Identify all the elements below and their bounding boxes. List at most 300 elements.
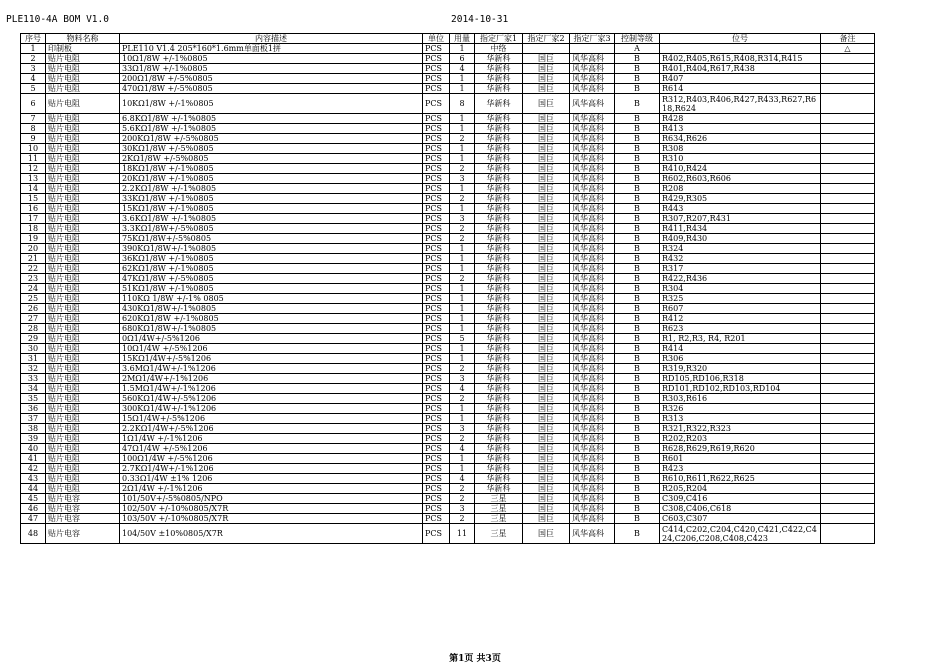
row-desc: 470Ω1/8W +/-5%0805 (120, 84, 423, 94)
row-maker2: 国巨 (523, 204, 570, 214)
table-row (21, 394, 875, 404)
col-header-level: 控制等级 (615, 34, 660, 44)
row-no: 34 (21, 384, 46, 394)
row-name: 贴片电阻 (46, 164, 120, 174)
row-maker1: 华新科 (475, 394, 523, 404)
row-no: 30 (21, 344, 46, 354)
row-maker2: 国巨 (523, 294, 570, 304)
row-ref: R411,R434 (660, 224, 821, 234)
row-ref: R312,R403,R406,R427,R433,R627,R618,R624 (660, 94, 821, 114)
row-maker1: 华新科 (475, 174, 523, 184)
row-no: 47 (21, 514, 46, 524)
row-desc: 33Ω1/8W +/-1%0805 (120, 64, 423, 74)
row-ref: R205,R204 (660, 484, 821, 494)
row-level: B (615, 314, 660, 324)
row-maker1: 华新科 (475, 204, 523, 214)
row-ref: C603,C307 (660, 514, 821, 524)
row-note (821, 114, 875, 124)
row-level: B (615, 514, 660, 524)
row-maker3: 风华高科 (570, 94, 615, 114)
row-unit: PCS (423, 124, 450, 134)
row-maker2: 国巨 (523, 284, 570, 294)
row-no: 26 (21, 304, 46, 314)
row-no: 8 (21, 124, 46, 134)
row-note (821, 374, 875, 384)
row-maker2: 国巨 (523, 334, 570, 344)
row-unit: PCS (423, 364, 450, 374)
table-row (21, 154, 875, 164)
row-qty: 2 (450, 514, 475, 524)
table-row (21, 264, 875, 274)
bom-table-body (21, 44, 875, 544)
row-name: 贴片电阻 (46, 124, 120, 134)
row-level: B (615, 304, 660, 314)
row-name: 贴片电阻 (46, 174, 120, 184)
row-desc: 33KΩ1/8W +/-1%0805 (120, 194, 423, 204)
row-maker2: 国巨 (523, 394, 570, 404)
row-ref: R607 (660, 304, 821, 314)
row-level: B (615, 74, 660, 84)
row-no: 11 (21, 154, 46, 164)
table-row (21, 114, 875, 124)
row-maker1: 华新科 (475, 284, 523, 294)
row-qty: 2 (450, 224, 475, 234)
row-level: B (615, 114, 660, 124)
row-note (821, 124, 875, 134)
row-note (821, 514, 875, 524)
row-ref: R202,R203 (660, 434, 821, 444)
row-no: 2 (21, 54, 46, 64)
row-qty: 1 (450, 344, 475, 354)
row-unit: PCS (423, 494, 450, 504)
row-note (821, 334, 875, 344)
row-maker2 (523, 44, 570, 54)
row-name: 贴片电阻 (46, 414, 120, 424)
row-ref: R324 (660, 244, 821, 254)
row-maker1: 华新科 (475, 424, 523, 434)
row-note (821, 154, 875, 164)
row-no: 33 (21, 374, 46, 384)
row-desc: 200KΩ1/8W +/-5%0805 (120, 134, 423, 144)
row-name: 贴片电阻 (46, 64, 120, 74)
row-maker3: 风华高科 (570, 434, 615, 444)
row-maker1: 华新科 (475, 274, 523, 284)
row-ref: R402,R405,R615,R408,R314,R415 (660, 54, 821, 64)
row-unit: PCS (423, 114, 450, 124)
row-qty: 2 (450, 434, 475, 444)
row-no: 10 (21, 144, 46, 154)
row-maker3: 风华高科 (570, 354, 615, 364)
row-maker3: 风华高科 (570, 344, 615, 354)
row-level: B (615, 214, 660, 224)
row-ref: R428 (660, 114, 821, 124)
row-maker1: 中络 (475, 44, 523, 54)
row-no: 27 (21, 314, 46, 324)
row-unit: PCS (423, 94, 450, 114)
table-row (21, 214, 875, 224)
row-maker2: 国巨 (523, 354, 570, 364)
row-qty: 1 (450, 404, 475, 414)
row-note (821, 174, 875, 184)
row-name: 贴片电阻 (46, 314, 120, 324)
row-unit: PCS (423, 404, 450, 414)
row-maker1: 华新科 (475, 374, 523, 384)
row-desc: 0.33Ω1/4W ±1% 1206 (120, 474, 423, 484)
row-ref: R409,R430 (660, 234, 821, 244)
row-level: B (615, 194, 660, 204)
row-level: B (615, 134, 660, 144)
row-name: 贴片电阻 (46, 234, 120, 244)
row-maker3: 风华高科 (570, 124, 615, 134)
row-unit: PCS (423, 244, 450, 254)
row-maker1: 三星 (475, 494, 523, 504)
row-ref: R1, R2,R3, R4, R201 (660, 334, 821, 344)
row-maker2: 国巨 (523, 74, 570, 84)
row-unit: PCS (423, 84, 450, 94)
row-maker1: 三星 (475, 514, 523, 524)
row-level: B (615, 444, 660, 454)
row-name: 贴片电阻 (46, 284, 120, 294)
row-name: 贴片电阻 (46, 294, 120, 304)
row-name: 贴片电阻 (46, 74, 120, 84)
row-maker3: 风华高科 (570, 364, 615, 374)
row-desc: 36KΩ1/8W +/-1%0805 (120, 254, 423, 264)
row-unit: PCS (423, 184, 450, 194)
row-note (821, 524, 875, 544)
row-qty: 2 (450, 274, 475, 284)
row-note (821, 64, 875, 74)
row-maker1: 华新科 (475, 144, 523, 154)
row-level: B (615, 254, 660, 264)
row-qty: 4 (450, 64, 475, 74)
row-level: B (615, 394, 660, 404)
row-note (821, 394, 875, 404)
row-maker1: 华新科 (475, 134, 523, 144)
row-level: B (615, 264, 660, 274)
row-ref: R325 (660, 294, 821, 304)
row-note (821, 204, 875, 214)
row-name: 贴片电阻 (46, 194, 120, 204)
row-maker1: 华新科 (475, 154, 523, 164)
row-ref: RD105,RD106,R318 (660, 374, 821, 384)
row-name: 贴片电阻 (46, 454, 120, 464)
row-name: 贴片电阻 (46, 484, 120, 494)
table-row (21, 354, 875, 364)
row-unit: PCS (423, 344, 450, 354)
row-note (821, 134, 875, 144)
row-unit: PCS (423, 274, 450, 284)
row-unit: PCS (423, 354, 450, 364)
bom-table (20, 33, 875, 544)
table-row (21, 164, 875, 174)
table-row (21, 434, 875, 444)
row-maker1: 华新科 (475, 124, 523, 134)
row-name: 贴片电阻 (46, 214, 120, 224)
row-no: 48 (21, 524, 46, 544)
row-unit: PCS (423, 414, 450, 424)
row-unit: PCS (423, 194, 450, 204)
row-name: 贴片电阻 (46, 84, 120, 94)
row-name: 贴片电容 (46, 514, 120, 524)
row-unit: PCS (423, 384, 450, 394)
row-ref: R422,R436 (660, 274, 821, 284)
row-unit: PCS (423, 54, 450, 64)
col-header-note: 备注 (821, 34, 875, 44)
table-row (21, 304, 875, 314)
row-maker2: 国巨 (523, 484, 570, 494)
row-maker3: 风华高科 (570, 444, 615, 454)
row-maker1: 华新科 (475, 314, 523, 324)
row-desc: 10Ω1/4W +/-5%1206 (120, 344, 423, 354)
row-qty: 11 (450, 524, 475, 544)
row-maker3: 风华高科 (570, 324, 615, 334)
row-no: 37 (21, 414, 46, 424)
row-maker3: 风华高科 (570, 194, 615, 204)
row-no: 16 (21, 204, 46, 214)
table-row (21, 514, 875, 524)
row-ref: RD101,RD102,RD103,RD104 (660, 384, 821, 394)
row-note (821, 484, 875, 494)
row-qty: 2 (450, 164, 475, 174)
row-note (821, 54, 875, 64)
row-unit: PCS (423, 324, 450, 334)
row-name: 贴片电阻 (46, 404, 120, 414)
row-maker2: 国巨 (523, 164, 570, 174)
row-maker3: 风华高科 (570, 484, 615, 494)
row-maker2: 国巨 (523, 124, 570, 134)
row-maker1: 华新科 (475, 254, 523, 264)
row-maker1: 华新科 (475, 484, 523, 494)
row-desc: 47KΩ1/8W +/-5%0805 (120, 274, 423, 284)
row-name: 贴片电阻 (46, 264, 120, 274)
row-desc: 0Ω1/4W+/-5%1206 (120, 334, 423, 344)
row-maker2: 国巨 (523, 274, 570, 284)
row-unit: PCS (423, 284, 450, 294)
row-qty: 1 (450, 264, 475, 274)
row-qty: 5 (450, 334, 475, 344)
row-maker1: 华新科 (475, 354, 523, 364)
row-desc: 30KΩ1/8W +/-5%0805 (120, 144, 423, 154)
row-qty: 1 (450, 184, 475, 194)
row-maker2: 国巨 (523, 194, 570, 204)
row-maker3: 风华高科 (570, 404, 615, 414)
row-level: B (615, 204, 660, 214)
row-note (821, 304, 875, 314)
row-maker2: 国巨 (523, 424, 570, 434)
row-ref: R313 (660, 414, 821, 424)
row-ref (660, 44, 821, 54)
row-no: 7 (21, 114, 46, 124)
table-row (21, 324, 875, 334)
row-ref: R303,R616 (660, 394, 821, 404)
row-note (821, 184, 875, 194)
row-level: B (615, 414, 660, 424)
row-note (821, 444, 875, 454)
row-note (821, 144, 875, 154)
row-qty: 1 (450, 454, 475, 464)
row-level: B (615, 144, 660, 154)
row-maker3: 风华高科 (570, 204, 615, 214)
row-no: 29 (21, 334, 46, 344)
row-desc: 103/50V +/-10%0805/X7R (120, 514, 423, 524)
table-row (21, 44, 875, 54)
row-no: 12 (21, 164, 46, 174)
row-desc: 2.2KΩ1/4W+/-5%1206 (120, 424, 423, 434)
row-maker3: 风华高科 (570, 224, 615, 234)
row-no: 42 (21, 464, 46, 474)
row-note (821, 244, 875, 254)
table-row (21, 464, 875, 474)
row-name: 贴片电阻 (46, 274, 120, 284)
row-maker3: 风华高科 (570, 74, 615, 84)
row-note (821, 434, 875, 444)
row-maker1: 华新科 (475, 324, 523, 334)
row-ref: R423 (660, 464, 821, 474)
row-maker3: 风华高科 (570, 524, 615, 544)
row-note (821, 164, 875, 174)
row-desc: 100Ω1/4W +/-5%1206 (120, 454, 423, 464)
row-no: 40 (21, 444, 46, 454)
row-no: 44 (21, 484, 46, 494)
row-maker3: 风华高科 (570, 314, 615, 324)
row-note (821, 224, 875, 234)
table-row (21, 484, 875, 494)
row-maker1: 华新科 (475, 74, 523, 84)
row-name: 贴片电容 (46, 504, 120, 514)
row-level: B (615, 154, 660, 164)
row-no: 20 (21, 244, 46, 254)
row-unit: PCS (423, 314, 450, 324)
row-unit: PCS (423, 474, 450, 484)
row-maker3: 风华高科 (570, 464, 615, 474)
row-no: 1 (21, 44, 46, 54)
row-level: B (615, 174, 660, 184)
row-note (821, 454, 875, 464)
row-maker3: 风华高科 (570, 164, 615, 174)
row-maker1: 华新科 (475, 84, 523, 94)
table-row (21, 294, 875, 304)
row-qty: 1 (450, 84, 475, 94)
row-qty: 1 (450, 114, 475, 124)
row-name: 贴片电阻 (46, 394, 120, 404)
row-maker3: 风华高科 (570, 254, 615, 264)
row-level: B (615, 224, 660, 234)
row-maker1: 华新科 (475, 364, 523, 374)
row-ref: R412 (660, 314, 821, 324)
row-name: 贴片电阻 (46, 94, 120, 114)
row-name: 印制板 (46, 44, 120, 54)
table-row (21, 64, 875, 74)
row-note (821, 234, 875, 244)
row-maker2: 国巨 (523, 154, 570, 164)
row-unit: PCS (423, 524, 450, 544)
row-desc: 2.7KΩ1/4W+/-1%1206 (120, 464, 423, 474)
row-desc: 560KΩ1/4W+/-5%1206 (120, 394, 423, 404)
row-no: 5 (21, 84, 46, 94)
row-maker1: 华新科 (475, 64, 523, 74)
table-row (21, 364, 875, 374)
row-desc: 47Ω1/4W +/-5%1206 (120, 444, 423, 454)
row-maker1: 华新科 (475, 334, 523, 344)
row-qty: 1 (450, 74, 475, 84)
row-level: B (615, 364, 660, 374)
table-row (21, 74, 875, 84)
row-no: 18 (21, 224, 46, 234)
row-unit: PCS (423, 294, 450, 304)
table-row (21, 84, 875, 94)
row-note (821, 94, 875, 114)
row-qty: 4 (450, 384, 475, 394)
row-maker1: 华新科 (475, 94, 523, 114)
row-maker1: 华新科 (475, 224, 523, 234)
row-qty: 2 (450, 494, 475, 504)
table-row (21, 204, 875, 214)
row-name: 贴片电阻 (46, 114, 120, 124)
col-header-maker3: 指定厂家3 (570, 34, 615, 44)
row-desc: 2KΩ1/8W +/-5%0805 (120, 154, 423, 164)
row-note (821, 254, 875, 264)
row-level: B (615, 384, 660, 394)
row-note (821, 284, 875, 294)
row-maker3: 风华高科 (570, 134, 615, 144)
row-maker2: 国巨 (523, 504, 570, 514)
row-desc: 1.5MΩ1/4W+/-1%1206 (120, 384, 423, 394)
row-maker1: 华新科 (475, 344, 523, 354)
row-unit: PCS (423, 394, 450, 404)
row-unit: PCS (423, 134, 450, 144)
row-maker3: 风华高科 (570, 504, 615, 514)
table-row (21, 494, 875, 504)
row-maker1: 三星 (475, 524, 523, 544)
row-note: △ (821, 44, 875, 54)
row-maker2: 国巨 (523, 224, 570, 234)
row-maker3: 风华高科 (570, 454, 615, 464)
row-note (821, 314, 875, 324)
row-desc: 1Ω1/4W +/-1%1206 (120, 434, 423, 444)
row-ref: R602,R603,R606 (660, 174, 821, 184)
row-qty: 1 (450, 124, 475, 134)
row-level: B (615, 334, 660, 344)
row-maker3: 风华高科 (570, 384, 615, 394)
row-no: 39 (21, 434, 46, 444)
row-name: 贴片电阻 (46, 54, 120, 64)
row-maker1: 华新科 (475, 474, 523, 484)
row-ref: C309,C416 (660, 494, 821, 504)
row-qty: 3 (450, 214, 475, 224)
row-maker1: 华新科 (475, 244, 523, 254)
row-unit: PCS (423, 304, 450, 314)
row-maker1: 华新科 (475, 444, 523, 454)
row-qty: 3 (450, 424, 475, 434)
col-header-qty: 用量 (450, 34, 475, 44)
row-desc: 18KΩ1/8W +/-1%0805 (120, 164, 423, 174)
row-name: 贴片电阻 (46, 464, 120, 474)
row-level: A (615, 44, 660, 54)
row-ref: R208 (660, 184, 821, 194)
row-ref: R304 (660, 284, 821, 294)
row-desc: 200Ω1/8W +/-5%0805 (120, 74, 423, 84)
row-level: B (615, 244, 660, 254)
row-maker1: 华新科 (475, 454, 523, 464)
row-maker3: 风华高科 (570, 294, 615, 304)
row-name: 贴片电阻 (46, 224, 120, 234)
col-header-unit: 单位 (423, 34, 450, 44)
row-maker2: 国巨 (523, 414, 570, 424)
row-qty: 2 (450, 234, 475, 244)
row-level: B (615, 164, 660, 174)
row-maker2: 国巨 (523, 214, 570, 224)
row-maker2: 国巨 (523, 134, 570, 144)
